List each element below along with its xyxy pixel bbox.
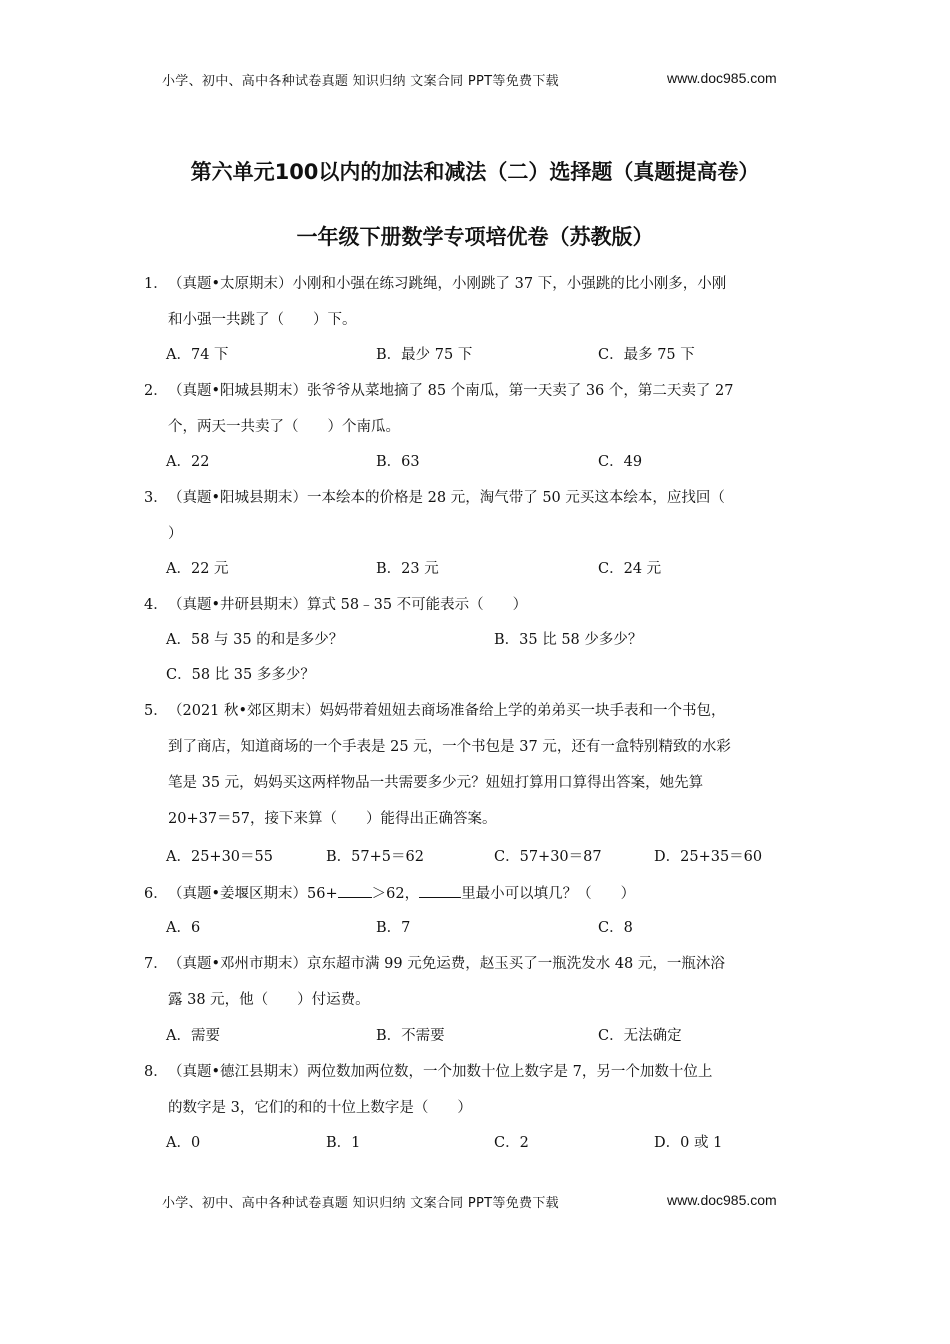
option-b[interactable]: B．63	[376, 454, 420, 470]
question-text: （真题•井研县期末）算式 58﹣35 不可能表示（ ）	[168, 597, 528, 613]
option-c[interactable]: C．57+30＝87	[494, 849, 602, 865]
question-6	[144, 876, 814, 912]
question-8	[144, 1054, 814, 1126]
question-text: 20+37＝57，接下来算（ ）能得出正确答案。	[168, 811, 497, 827]
option-b[interactable]: B．不需要	[376, 1028, 445, 1044]
option-c[interactable]: C．49	[598, 454, 643, 470]
option-a[interactable]: A．22 元	[166, 561, 229, 577]
options-5	[166, 840, 826, 874]
options-2	[166, 445, 826, 479]
question-number: 6．	[144, 886, 168, 902]
options-8	[166, 1126, 826, 1160]
answer-blank[interactable]	[419, 883, 461, 898]
question-2	[144, 373, 814, 445]
question-text: （真题•阳城县期末）张爷爷从菜地摘了 85 个南瓜，第一天卖了 36 个，第二天卖了 27	[168, 383, 734, 399]
question-text: 个，两天一共卖了（ ）个南瓜。	[168, 419, 400, 435]
question-number: 2．	[144, 383, 168, 399]
option-d[interactable]: D．25+35＝60	[654, 849, 763, 865]
page-subtitle: 一年级下册数学专项培优卷（苏教版）	[296, 225, 654, 249]
question-text: （真题•姜堰区期末）56+	[168, 886, 338, 902]
question-text: 的数字是 3，它们的和的十位上数字是（ ）	[168, 1100, 472, 1116]
header-text: 小学、初中、高中各种试卷真题 知识归纳 文案合同 PPT等免费下载	[162, 74, 559, 89]
question-text: ＞62，	[371, 886, 420, 902]
question-4	[144, 587, 814, 623]
option-a[interactable]: A．0	[166, 1135, 201, 1151]
option-a[interactable]: A．58 与 35 的和是多少？	[166, 632, 344, 648]
options-1	[166, 338, 826, 372]
options-3	[166, 552, 826, 586]
option-c[interactable]: C．无法确定	[598, 1028, 682, 1044]
option-b[interactable]: B．35 比 58 少多少？	[494, 632, 643, 648]
options-4-row2	[166, 658, 826, 692]
option-c[interactable]: C．8	[598, 920, 633, 936]
page-footer	[0, 1192, 950, 1216]
question-text: 笔是 35 元，妈妈买这两样物品一共需要多少元？妞妞打算用口算得出答案，她先算	[168, 775, 704, 791]
option-b[interactable]: B．23 元	[376, 561, 439, 577]
question-text: 和小强一共跳了（ ）下。	[168, 312, 357, 328]
options-6	[166, 911, 826, 945]
option-b[interactable]: B．1	[326, 1135, 361, 1151]
question-text: 露 38 元，他（ ）付运费。	[168, 992, 370, 1008]
question-text: （2021 秋•郊区期末）妈妈带着妞妞去商场准备给上学的弟弟买一块手表和一个书包，	[168, 703, 726, 719]
question-text: （真题•德江县期末）两位数加两位数，一个加数十位上数字是 7，另一个加数十位上	[168, 1064, 713, 1080]
page-title: 第六单元100以内的加法和减法（二）选择题（真题提高卷）	[190, 160, 760, 184]
question-number: 3．	[144, 490, 168, 506]
question-text: （真题•太原期末）小刚和小强在练习跳绳，小刚跳了 37 下，小强跳的比小刚多，小刚	[168, 276, 727, 292]
page-header	[0, 70, 950, 94]
option-c[interactable]: C．最多 75 下	[598, 347, 695, 363]
question-number: 4．	[144, 597, 168, 613]
option-b[interactable]: B．7	[376, 920, 411, 936]
option-b[interactable]: B．最少 75 下	[376, 347, 473, 363]
option-c[interactable]: C．24 元	[598, 561, 662, 577]
option-c[interactable]: C．2	[494, 1135, 529, 1151]
question-number: 1．	[144, 276, 168, 292]
header-url[interactable]: www.doc985.com	[667, 70, 777, 86]
question-7	[144, 946, 814, 1018]
footer-url[interactable]: www.doc985.com	[667, 1192, 777, 1208]
question-text: ）	[168, 526, 183, 542]
option-a[interactable]: A．需要	[166, 1028, 220, 1044]
question-number: 5．	[144, 703, 168, 719]
question-5	[144, 693, 814, 837]
options-4	[166, 623, 826, 657]
question-3	[144, 480, 814, 552]
question-text: （真题•邓州市期末）京东超市满 99 元免运费，赵玉买了一瓶洗发水 48 元，一瓶沐浴	[168, 956, 725, 972]
question-text: 里最小可以填几？（ ）	[461, 886, 636, 902]
option-a[interactable]: A．25+30＝55	[166, 849, 273, 865]
option-c[interactable]: C．58 比 35 多多少？	[166, 667, 315, 683]
question-1	[144, 266, 814, 338]
question-number: 8．	[144, 1064, 168, 1080]
question-text: 到了商店，知道商场的一个手表是 25 元，一个书包是 37 元，还有一盒特别精致的水彩	[168, 739, 731, 755]
option-a[interactable]: A．22	[166, 454, 210, 470]
option-b[interactable]: B．57+5＝62	[326, 849, 424, 865]
options-7	[166, 1019, 826, 1053]
question-number: 7．	[144, 956, 168, 972]
option-a[interactable]: A．6	[166, 920, 201, 936]
footer-text: 小学、初中、高中各种试卷真题 知识归纳 文案合同 PPT等免费下载	[162, 1196, 559, 1211]
question-text: （真题•阳城县期末）一本绘本的价格是 28 元，淘气带了 50 元买这本绘本，应找回（	[168, 490, 725, 506]
option-a[interactable]: A．74 下	[166, 347, 229, 363]
answer-blank[interactable]	[338, 883, 372, 898]
option-d[interactable]: D．0 或 1	[654, 1135, 723, 1151]
